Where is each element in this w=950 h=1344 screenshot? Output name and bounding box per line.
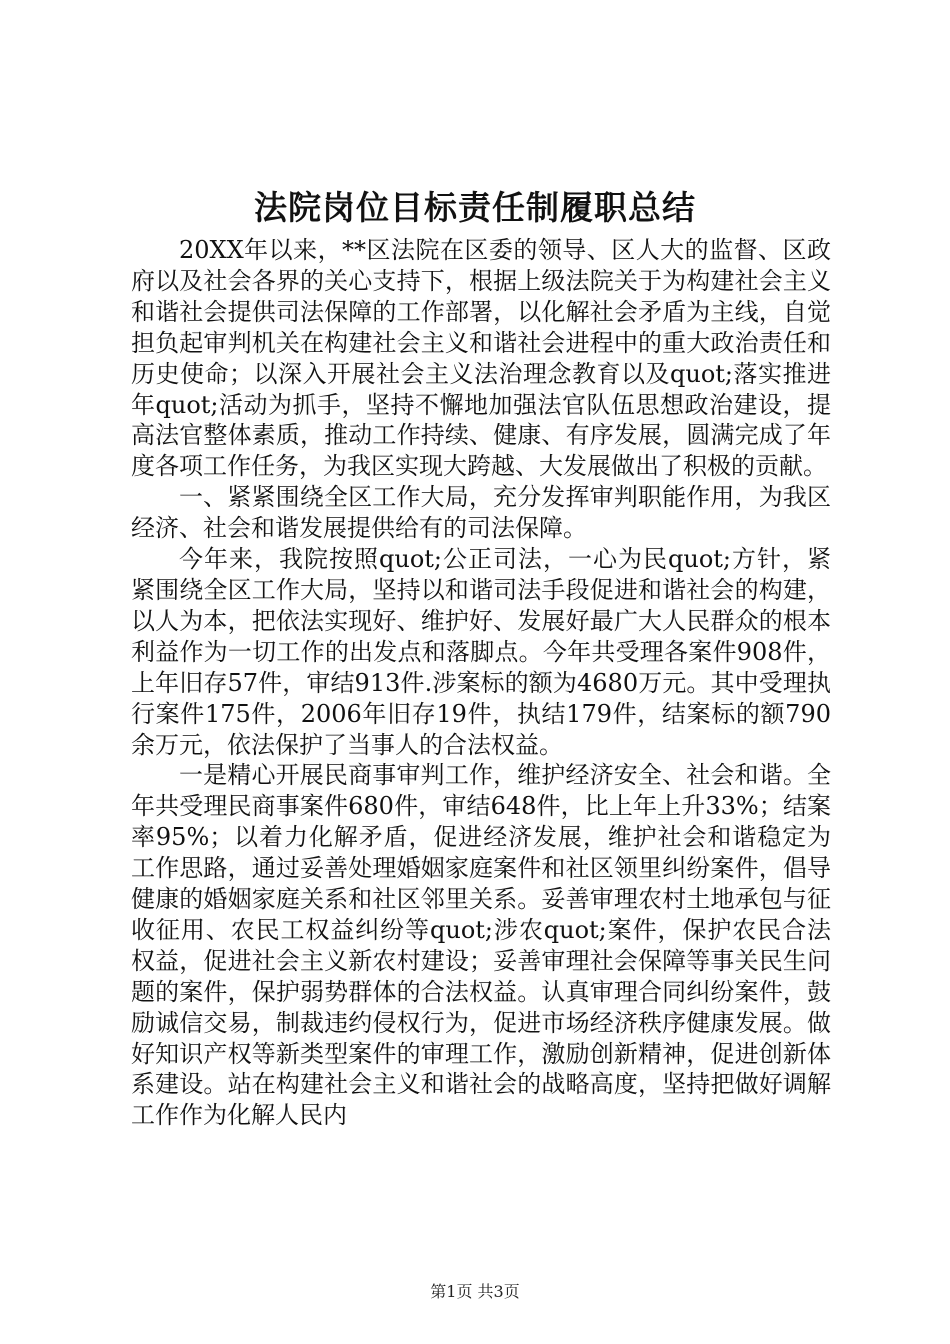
paragraph-intro: 20XX年以来，**区法院在区委的领导、区人大的监督、区政府以及社会各界的关心支持下，根据上级法院关于为构建社会主义和谐社会提供司法保障的工作部署，以化解社会矛盾为主线，自觉担负起审判机关在构建社会主义和谐社会进程中的重大政治责任和历史使命；以深入开展社会主义法治理念教育以及quot;落实推进年quot;活动为抓手，坚持不懈地加强法官队伍思想政治建设，提高法官整体素质，推动工作持续、健康、有序发展，圆满完成了年度各项工作任务，为我区实现大跨越、大发展做出了积极的贡献。 [131,236,831,481]
document-title: 法院岗位目标责任制履职总结 [254,188,696,227]
document-body [131,235,831,1131]
paragraph-case-statistics: 今年来，我院按照quot;公正司法，一心为民quot;方针，紧紧围绕全区工作大局，坚持以和谐司法手段促进和谐社会的构建，以人为本，把依法实现好、维护好、发展好最广大人民群众的根本利益作为一切工作的出发点和落脚点。今年共受理各案件908件，上年旧存57件，审结913件.涉案标的额为4680万元。其中受理执行案件175件，2006年旧存19件，执结179件，结案标的额790余万元，依法保护了当事人的合法权益。 [131,545,831,759]
paragraph-civil-commercial: 一是精心开展民商事审判工作，维护经济安全、社会和谐。全年共受理民商事案件680件，审结648件，比上年上升33%；结案率95%；以着力化解矛盾，促进经济发展，维护社会和谐稳定为工作思路，通过妥善处理婚姻家庭案件和社区领里纠纷案件，倡导健康的婚姻家庭关系和社区邻里关系。妥善审理农村土地承包与征收征用、农民工权益纠纷等quot;涉农quot;案件，保护农民合法权益，促进社会主义新农村建设；妥善审理社会保障等事关民生问题的案件，保护弱势群体的合法权益。认真审理合同纠纷案件，鼓励诚信交易，制裁违约侵权行为，促进市场经济秩序健康发展。做好知识产权等新类型案件的审理工作，激励创新精神，促进创新体系建设。站在构建社会主义和谐社会的战略高度，坚持把做好调解工作作为化解人民内 [131,761,831,1130]
paragraph-section-heading: 一、紧紧围绕全区工作大局，充分发挥审判职能作用，为我区经济、社会和谐发展提供给有的司法保障。 [131,483,831,543]
page-number-footer: 第1页 共3页 [430,1282,520,1301]
